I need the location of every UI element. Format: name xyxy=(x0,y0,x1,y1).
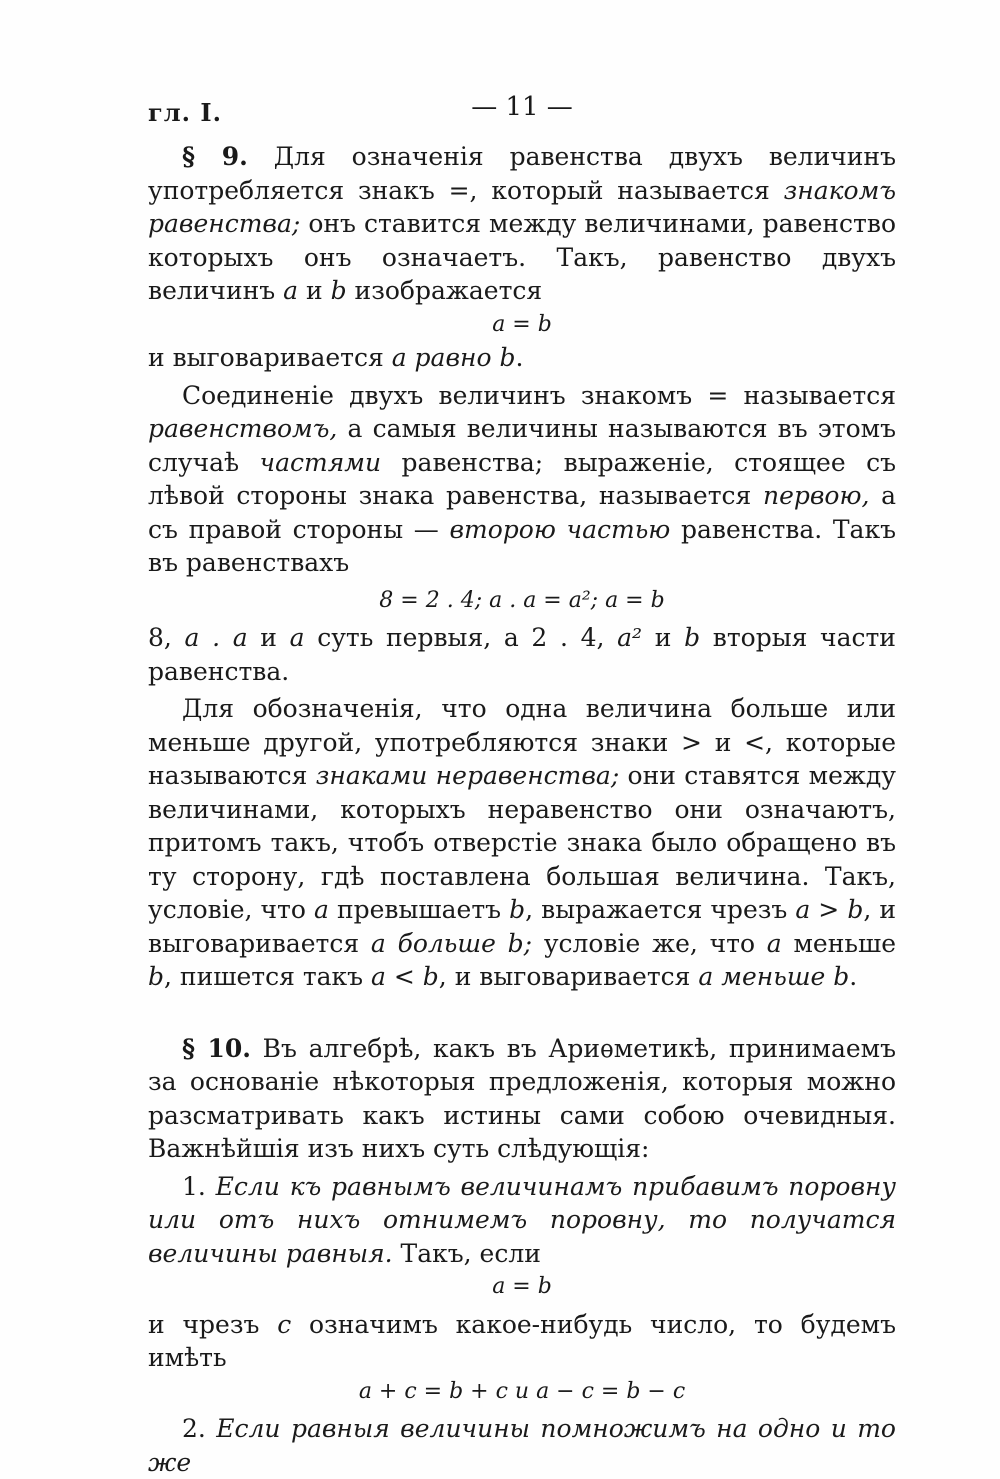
section-10-sign: § 10. xyxy=(182,1033,251,1063)
section-9-paragraph-1: § 9. Для означенія равенства двухъ величинъ употребляется знакъ =, который называется знакомъ равенства; онъ ставится между величинами, равенство которыхъ онъ означаетъ. Такъ, равенство двухъ величинъ a и b изображается xyxy=(148,142,896,305)
section-9-paragraph-5: Для обозначенія, что одна величина больше или меньше другой, употребляются знаки > и <, которые называются знаками неравенства; они ставятся между величинами, которыхъ неравенство они означаютъ, притомъ такъ, чтобъ отверстіе знака было обращено въ ту сторону, гдѣ поставлена большая величина. Такъ, условіе, что a превышаетъ b, выражается чрезъ a > b, и выговаривается a больше b; условіе же, что a меньше b, пишется такъ a < b, и выговаривается a меньше b. xyxy=(148,694,897,991)
page-number: — 11 — xyxy=(471,92,573,122)
axiom-2-number: 2. xyxy=(182,1414,206,1443)
section-10-paragraph-1: § 10. Въ алгебрѣ, какъ въ Ариѳметикѣ, принимаемъ за основаніе нѣкоторыя предложенія, которыя можно разсматривать какъ истины сами собою очевидныя. Важнѣйшія изъ нихъ суть слѣдующія: xyxy=(148,1033,897,1163)
chapter-label: гл. I. xyxy=(148,98,222,127)
section-9-paragraph-4: 8, a . a и a суть первыя, а 2 . 4, a² и b вторыя части равенства. xyxy=(148,623,896,686)
axiom-2 xyxy=(148,1412,896,1479)
formula-a-equals-b: a = b xyxy=(492,311,552,337)
axiom-2-text: Если равныя величины помножимъ на одно и то же xyxy=(148,1414,896,1477)
axiom-1-text: Если къ равнымъ величинамъ прибавимъ поровну или отъ нихъ отнимемъ поровну, то получатся величины равныя. xyxy=(148,1171,896,1268)
section-9-paragraph-2: и выговаривается a равно b. xyxy=(148,343,524,372)
formula-add-subtract: a + c = b + c и a − c = b − c xyxy=(358,1378,686,1404)
axiom-1-number: 1. xyxy=(182,1171,206,1201)
section-9-sign: § 9. xyxy=(182,142,248,171)
formula-a-equals-b-2: a = b xyxy=(492,1274,552,1299)
section-10-paragraph-2: и чрезъ c означимъ какое-нибудь число, то будемъ имѣть xyxy=(148,1309,896,1372)
section-9-paragraph-3: Соединеніе двухъ величинъ знакомъ = называется равенствомъ, а самыя величины называются въ этомъ случаѣ частями равенства; выраженіе, стоящее съ лѣвой стороны знака равенства, называется первою, а съ правой стороны — второю частью равенства. Такъ въ равенствахъ xyxy=(148,380,897,577)
page-header xyxy=(148,92,896,128)
formula-equalities: 8 = 2 . 4; a . a = a²; a = b xyxy=(379,587,665,613)
axiom-1: 1. Если къ равнымъ величинамъ прибавимъ поровну или отъ нихъ отнимемъ поровну, то получатся величины равныя. Такъ, если xyxy=(148,1171,896,1268)
page-body xyxy=(148,140,896,1479)
